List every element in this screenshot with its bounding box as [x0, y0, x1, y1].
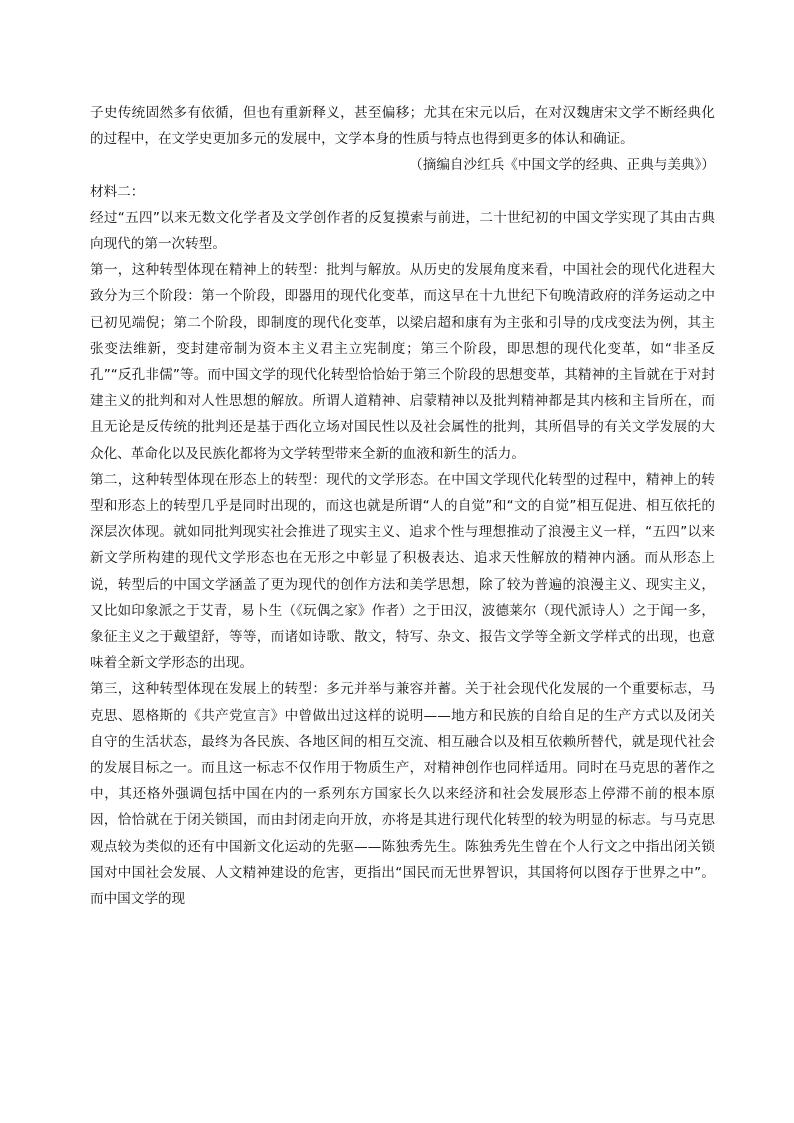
- material-two-heading: 材料二：: [90, 183, 145, 200]
- document-body: [90, 100, 715, 912]
- first-point-paragraph: 第一，这种转型体现在精神上的转型：批判与解放。从历史的发展角度来看，中国社会的现代化进程大致分为三个阶段：第一个阶段，即器用的现代化变革，而这早在十九世纪下旬晚清政府的洋务运动之中已初见端倪；第二个阶段，即制度的现代化变革，以梁启超和康有为主张和引导的戊戌变法为例，其主张变法维新，变封建帝制为资本主义君主立宪制度；第三个阶段，即思想的现代化变革，如“非圣反孔”“反孔非儒”等。而中国文学的现代化转型恰恰始于第三个阶段的思想变革，其精神的主旨就在于对封建主义的批判和对人性思想的解放。所谓人道精神、启蒙精神以及批判精神都是其内核和主旨所在，而且无论是反传统的批判还是基于西化立场对国民性以及社会属性的批判，其所倡导的有关文学发展的大众化、革命化以及民族化都将为文学转型带来全新的血液和新生的活力。: [90, 262, 715, 462]
- source-citation: （摘编自沙红兵《中国文学的经典、正典与美典》）: [409, 157, 715, 174]
- second-point-paragraph: 第二，这种转型体现在形态上的转型：现代的文学形态。在中国文学现代化转型的过程中，精神上的转型和形态上的转型几乎是同时出现的，而这也就是所谓“人的自觉”和“文的自觉”相互促进、相互依托的深层次体现。就如同批判现实社会推进了现实主义、追求个性与理想推动了浪漫主义一样，“五四”以来新文学所构建的现代文学形态也在无形之中彰显了积极表达、追求天性解放的精神内涵。而从形态上说，转型后的中国文学涵盖了更为现代的创作方法和美学思想，除了较为普遍的浪漫主义、现实主义，又比如印象派之于艾青，易卜生（《玩偶之家》作者）之于田汉，波德莱尔（现代派诗人）之于闻一多，象征主义之于戴望舒，等等，而诸如诗歌、散文，特写、杂文、报告文学等全新文学样式的出现，也意味着全新文学形态的出现。: [90, 471, 715, 672]
- continued-paragraph: 子史传统固然多有依循，但也有重新释义，甚至偏移；尤其在宋元以后，在对汉魏唐宋文学不断经典化的过程中，在文学史更加多元的发展中，文学本身的性质与特点也得到更多的体认和确证。: [90, 105, 715, 148]
- intro-paragraph: 经过“五四”以来无数文化学者及文学创作者的反复摸索与前进，二十世纪初的中国文学实现了其由古典向现代的第一次转型。: [90, 209, 715, 253]
- third-point-paragraph: 第三，这种转型体现在发展上的转型：多元并举与兼容并蓄。关于社会现代化发展的一个重要标志，马克思、恩格斯的《共产党宣言》中曾做出过这样的说明——地方和民族的自给自足的生产方式以及闭关自守的生活状态，最终为各民族、各地区间的相互交流、相互融合以及相互依赖所替代，就是现代社会的发展目标之一。而且这一标志不仅作用于物质生产，对精神创作也同样适用。同时在马克思的著作之中，其还格外强调包括中国在内的一系列东方国家长久以来经济和社会发展形态上停滞不前的根本原因，恰恰就在于闭关锁国，而由封闭走向开放，亦将是其进行现代化转型的较为明显的标志。与马克思观点较为类似的还有中国新文化运动的先驱——陈独秀先生。陈独秀先生曾在个人行文之中指出闭关锁国对中国社会发展、人文精神建设的危害，更指出“国民而无世界智识，其国将何以图存于世界之中”。而中国文学的现: [90, 681, 715, 908]
